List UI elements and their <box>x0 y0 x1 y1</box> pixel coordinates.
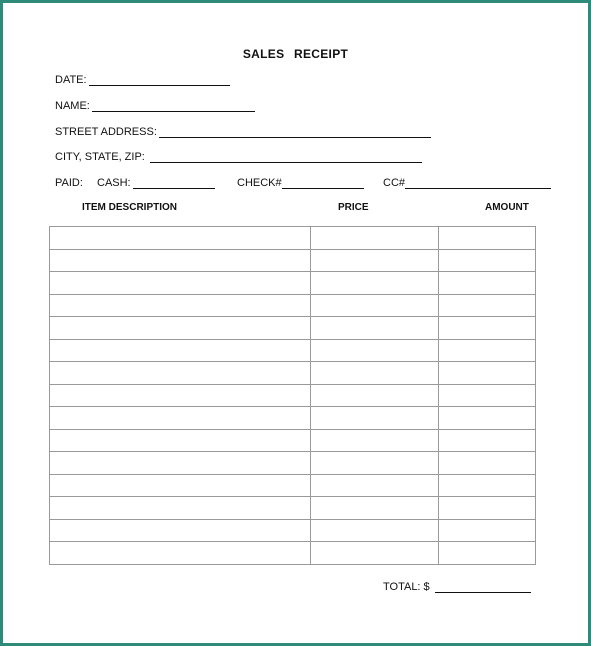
price-cell[interactable] <box>311 362 439 385</box>
name-label: NAME: <box>55 100 90 112</box>
street-field <box>55 126 431 138</box>
cash-line[interactable] <box>133 177 215 189</box>
price-cell[interactable] <box>311 452 439 475</box>
cash-field <box>97 177 215 189</box>
receipt-title: SALES RECEIPT <box>242 47 349 61</box>
price-cell[interactable] <box>311 227 439 250</box>
item-description-cell[interactable] <box>50 407 311 430</box>
table-row <box>50 429 536 452</box>
item-description-cell[interactable] <box>50 474 311 497</box>
price-cell[interactable] <box>311 249 439 272</box>
check-field <box>237 177 364 189</box>
item-description-cell[interactable] <box>50 227 311 250</box>
amount-cell[interactable] <box>439 474 536 497</box>
table-row <box>50 317 536 340</box>
item-description-cell[interactable] <box>50 542 311 565</box>
paid-label: PAID: <box>55 177 83 189</box>
amount-cell[interactable] <box>439 384 536 407</box>
check-line[interactable] <box>282 177 364 189</box>
item-description-cell[interactable] <box>50 294 311 317</box>
amount-cell[interactable] <box>439 542 536 565</box>
street-label: STREET ADDRESS: <box>55 126 157 138</box>
item-description-cell[interactable] <box>50 317 311 340</box>
item-description-cell[interactable] <box>50 362 311 385</box>
cc-label: CC# <box>383 177 406 189</box>
amount-cell[interactable] <box>439 272 536 295</box>
table-row <box>50 227 536 250</box>
street-line[interactable] <box>159 126 431 138</box>
item-description-cell[interactable] <box>50 452 311 475</box>
date-field <box>55 74 230 86</box>
price-cell[interactable] <box>311 474 439 497</box>
table-row <box>50 474 536 497</box>
city-label: CITY, STATE, ZIP: <box>55 151 145 163</box>
price-cell[interactable] <box>311 317 439 340</box>
price-cell[interactable] <box>311 384 439 407</box>
price-cell[interactable] <box>311 407 439 430</box>
amount-cell[interactable] <box>439 407 536 430</box>
cash-label: CASH: <box>97 177 131 189</box>
total-line[interactable] <box>435 581 531 593</box>
amount-cell[interactable] <box>439 249 536 272</box>
price-cell[interactable] <box>311 294 439 317</box>
check-label: CHECK# <box>237 177 282 189</box>
table-row <box>50 497 536 520</box>
paid-label-field <box>55 177 83 189</box>
price-cell[interactable] <box>311 497 439 520</box>
price-cell[interactable] <box>311 272 439 295</box>
column-header-amount: AMOUNT <box>485 202 529 213</box>
item-description-cell[interactable] <box>50 497 311 520</box>
price-cell[interactable] <box>311 429 439 452</box>
name-line[interactable] <box>92 100 255 112</box>
city-line[interactable] <box>150 151 422 163</box>
amount-cell[interactable] <box>439 294 536 317</box>
item-description-cell[interactable] <box>50 384 311 407</box>
item-description-cell[interactable] <box>50 272 311 295</box>
price-cell[interactable] <box>311 542 439 565</box>
city-field <box>55 151 422 163</box>
item-description-cell[interactable] <box>50 339 311 362</box>
amount-cell[interactable] <box>439 519 536 542</box>
table-row <box>50 407 536 430</box>
item-description-cell[interactable] <box>50 429 311 452</box>
item-description-cell[interactable] <box>50 249 311 272</box>
table-row <box>50 294 536 317</box>
total-label: TOTAL: $ <box>383 581 430 593</box>
amount-cell[interactable] <box>439 227 536 250</box>
amount-cell[interactable] <box>439 452 536 475</box>
date-line[interactable] <box>89 74 230 86</box>
table-row <box>50 249 536 272</box>
cc-line[interactable] <box>405 177 551 189</box>
table-row <box>50 339 536 362</box>
total-field <box>383 581 531 593</box>
table-row <box>50 362 536 385</box>
amount-cell[interactable] <box>439 339 536 362</box>
date-label: DATE: <box>55 74 87 86</box>
price-cell[interactable] <box>311 339 439 362</box>
table-row <box>50 384 536 407</box>
table-row <box>50 272 536 295</box>
item-description-cell[interactable] <box>50 519 311 542</box>
price-cell[interactable] <box>311 519 439 542</box>
column-header-price: PRICE <box>338 202 369 213</box>
cc-field <box>383 177 551 189</box>
amount-cell[interactable] <box>439 497 536 520</box>
table-row <box>50 519 536 542</box>
amount-cell[interactable] <box>439 429 536 452</box>
amount-cell[interactable] <box>439 317 536 340</box>
table-row <box>50 452 536 475</box>
amount-cell[interactable] <box>439 362 536 385</box>
name-field <box>55 100 255 112</box>
column-header-description: ITEM DESCRIPTION <box>82 202 178 213</box>
items-table <box>49 226 536 565</box>
table-row <box>50 542 536 565</box>
